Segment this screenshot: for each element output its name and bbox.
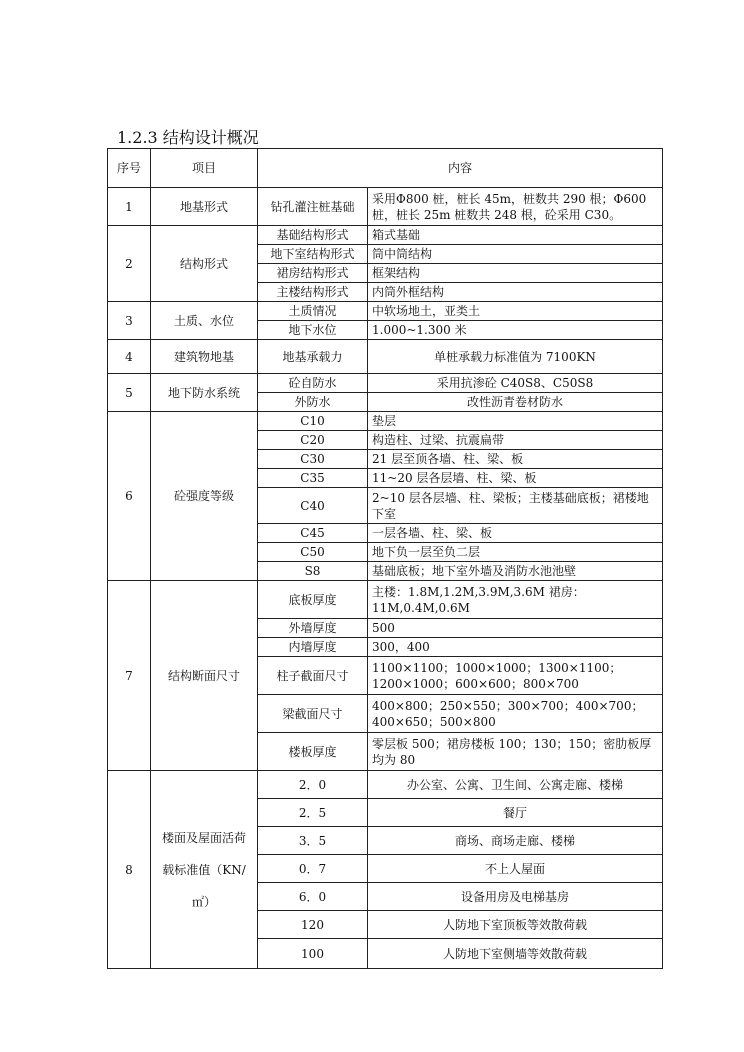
sub-item-label: C20 (258, 431, 368, 450)
sub-item-value: 餐厅 (368, 799, 663, 827)
structure-design-table (107, 148, 663, 969)
sub-item-label: 主楼结构形式 (258, 283, 368, 302)
sub-item-label: 0．7 (258, 855, 368, 883)
sub-item-value: 300，400 (368, 638, 663, 657)
row-item: 建筑物地基 (151, 340, 258, 374)
row-item: 楼面及屋面活荷载标准值（KN/㎡） (151, 771, 258, 969)
row-number: 7 (108, 581, 151, 771)
header-content: 内容 (258, 149, 663, 188)
sub-item-label: 地基承载力 (258, 340, 368, 374)
sub-item-label: 钻孔灌注桩基础 (258, 188, 368, 226)
sub-item-label: S8 (258, 562, 368, 581)
row-number: 3 (108, 302, 151, 340)
sub-item-value: 500 (368, 619, 663, 638)
sub-item-label: 底板厚度 (258, 581, 368, 619)
sub-item-label: 3．5 (258, 827, 368, 855)
row-number: 6 (108, 412, 151, 581)
sub-item-label: 100 (258, 939, 368, 969)
row-number: 1 (108, 188, 151, 226)
row-item: 结构形式 (151, 226, 258, 302)
sub-item-value: 2~10 层各层墙、柱、梁板；主楼基础底板；裙楼地下室 (368, 488, 663, 524)
sub-item-label: 砼自防水 (258, 374, 368, 393)
sub-item-value: 基础底板；地下室外墙及消防水池池壁 (368, 562, 663, 581)
row-item: 地下防水系统 (151, 374, 258, 412)
sub-item-value: 21 层至顶各墙、柱、梁、板 (368, 450, 663, 469)
sub-item-label: 裙房结构形式 (258, 264, 368, 283)
sub-item-label: C10 (258, 412, 368, 431)
table-row (108, 226, 663, 245)
row-number: 5 (108, 374, 151, 412)
table-header-row (108, 149, 663, 188)
sub-item-value: 1.000~1.300 米 (368, 321, 663, 340)
sub-item-label: C50 (258, 543, 368, 562)
sub-item-value: 11~20 层各层墙、柱、梁、板 (368, 469, 663, 488)
sub-item-value: 商场、商场走廊、楼梯 (368, 827, 663, 855)
sub-item-label: 外墙厚度 (258, 619, 368, 638)
row-item: 土质、水位 (151, 302, 258, 340)
sub-item-value: 箱式基础 (368, 226, 663, 245)
sub-item-value: 构造柱、过梁、抗震扁带 (368, 431, 663, 450)
row-item: 地基形式 (151, 188, 258, 226)
sub-item-value: 400×800；250×550；300×700；400×700；400×650；500×800 (368, 695, 663, 733)
sub-item-label: 2．5 (258, 799, 368, 827)
row-number: 8 (108, 771, 151, 969)
sub-item-label: 2．0 (258, 771, 368, 799)
sub-item-value: 采用Φ800 桩，桩长 45m，桩数共 290 根；Φ600 桩，桩长 25m 桩数共 248 根，砼采用 C30。 (368, 188, 663, 226)
row-number: 2 (108, 226, 151, 302)
sub-item-label: 楼板厚度 (258, 733, 368, 771)
sub-item-value: 不上人屋面 (368, 855, 663, 883)
sub-item-label: C35 (258, 469, 368, 488)
sub-item-label: 120 (258, 911, 368, 939)
sub-item-value: 人防地下室侧墙等效散荷载 (368, 939, 663, 969)
sub-item-value: 采用抗渗砼 C40S8、C50S8 (368, 374, 663, 393)
sub-item-label: 柱子截面尺寸 (258, 657, 368, 695)
table-row (108, 340, 663, 374)
sub-item-label: 外防水 (258, 393, 368, 412)
sub-item-value: 零层板 500；裙房楼板 100；130；150；密肋板厚均为 80 (368, 733, 663, 771)
table-row (108, 374, 663, 393)
sub-item-value: 设备用房及电梯基房 (368, 883, 663, 911)
section-heading: 1.2.3 结构设计概况 (117, 128, 259, 147)
sub-item-value: 地下负一层至负二层 (368, 543, 663, 562)
table-row (108, 302, 663, 321)
row-item: 砼强度等级 (151, 412, 258, 581)
sub-item-label: C40 (258, 488, 368, 524)
sub-item-value: 人防地下室顶板等效散荷载 (368, 911, 663, 939)
sub-item-value: 单桩承载力标准值为 7100KN (368, 340, 663, 374)
table-row (108, 412, 663, 431)
sub-item-value: 内筒外框结构 (368, 283, 663, 302)
header-no: 序号 (108, 149, 151, 188)
table-row (108, 581, 663, 619)
sub-item-label: 土质情况 (258, 302, 368, 321)
sub-item-value: 1100×1100；1000×1000；1300×1100；1200×1000；600×600；800×700 (368, 657, 663, 695)
header-item: 项目 (151, 149, 258, 188)
sub-item-value: 垫层 (368, 412, 663, 431)
sub-item-value: 框架结构 (368, 264, 663, 283)
row-item: 结构断面尺寸 (151, 581, 258, 771)
table-row (108, 771, 663, 799)
sub-item-value: 中软场地土，亚类土 (368, 302, 663, 321)
sub-item-value: 一层各墙、柱、梁、板 (368, 524, 663, 543)
sub-item-label: C45 (258, 524, 368, 543)
sub-item-value: 主楼：1.8M,1.2M,3.9M,3.6M 裙房：11M,0.4M,0.6M (368, 581, 663, 619)
row-number: 4 (108, 340, 151, 374)
sub-item-value: 筒中筒结构 (368, 245, 663, 264)
sub-item-label: 地下水位 (258, 321, 368, 340)
sub-item-value: 改性沥青卷材防水 (368, 393, 663, 412)
sub-item-label: 6．0 (258, 883, 368, 911)
sub-item-label: 基础结构形式 (258, 226, 368, 245)
sub-item-label: 内墙厚度 (258, 638, 368, 657)
sub-item-label: C30 (258, 450, 368, 469)
sub-item-label: 地下室结构形式 (258, 245, 368, 264)
sub-item-value: 办公室、公寓、卫生间、公寓走廊、楼梯 (368, 771, 663, 799)
table-row (108, 188, 663, 226)
sub-item-label: 梁截面尺寸 (258, 695, 368, 733)
